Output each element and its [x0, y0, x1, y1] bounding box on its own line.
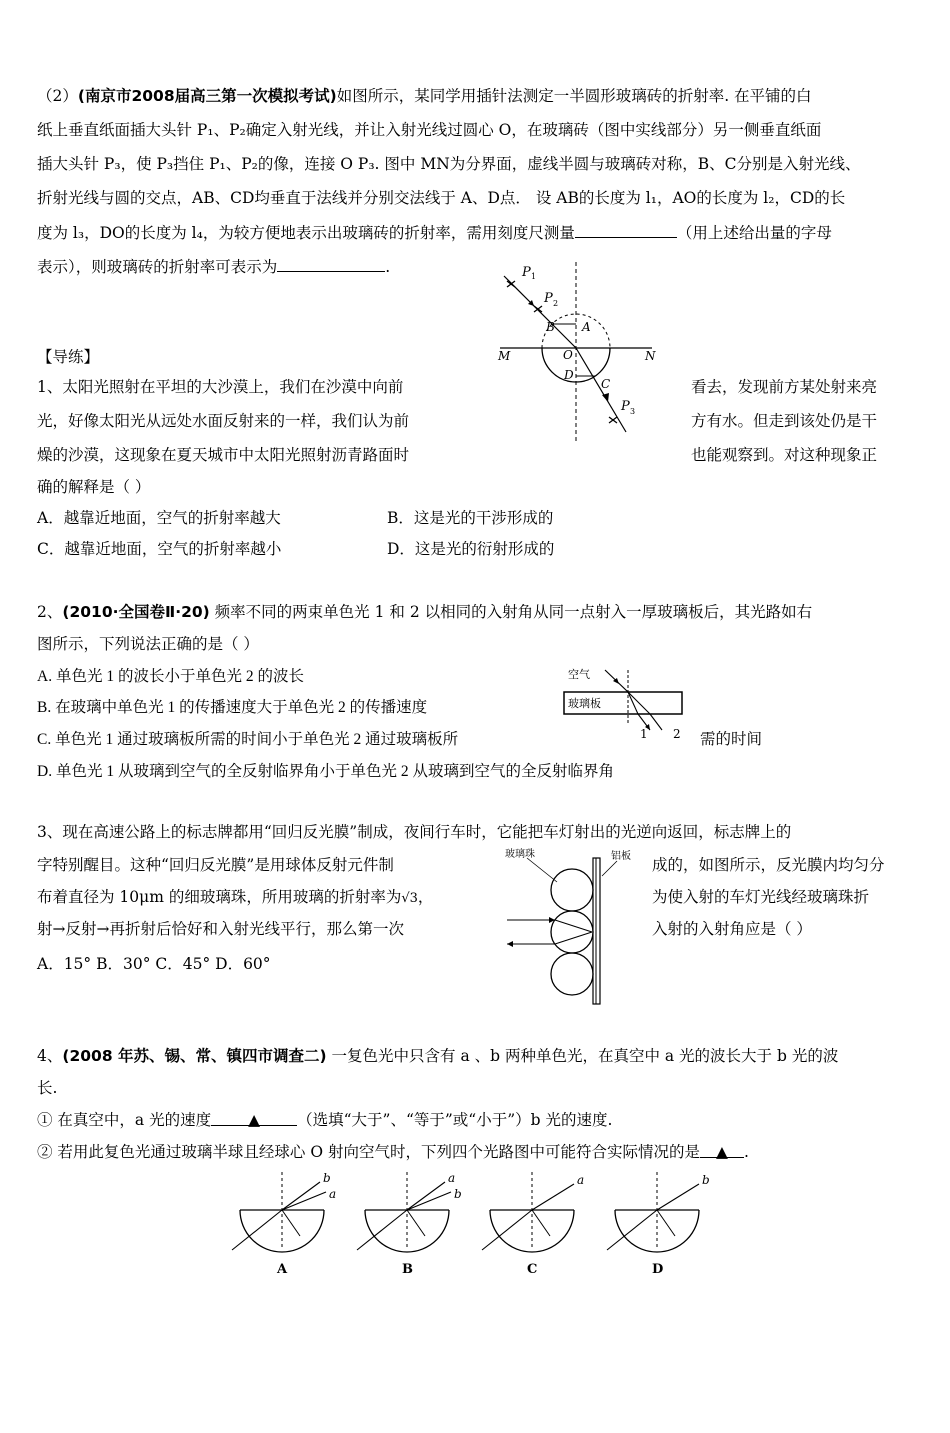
- plate-pointer: [602, 861, 617, 876]
- ray-label-b: b: [323, 1171, 331, 1185]
- pin-method-figure: [490, 262, 670, 447]
- q3-line-3c: 为使入射的车灯光线经玻璃珠折: [652, 888, 870, 906]
- label-p3-sub: 3: [630, 407, 636, 416]
- option-label-c: C: [527, 1262, 538, 1277]
- refract-ray-1: [555, 920, 592, 932]
- q4-sub-1: ① 在真空中，a 光的速度 ▲ （选填“大于”、“等于”或“小于”）b 光的速度.: [37, 1111, 613, 1129]
- q3-options[interactable]: A．15° B．30° C．45° D．60°: [37, 955, 271, 973]
- q2-option-d[interactable]: D. 单色光 1 从玻璃到空气的全反射临界角小于单色光 2 从玻璃到空气的全反射临界角: [37, 763, 614, 780]
- ray-2-glass: [628, 692, 650, 714]
- answer-blank-diagram[interactable]: ▲: [700, 1141, 744, 1158]
- answer-blank-speed[interactable]: ▲: [211, 1109, 297, 1126]
- label-b: B: [546, 320, 555, 334]
- q1-line-3a: 燥的沙漠，这现象在夏天城市中太阳光照射沥青路面时: [37, 446, 410, 464]
- q1-line-2b: 方有水。但走到该处仍是干: [691, 412, 878, 430]
- label-p1-sub: 1: [531, 272, 537, 281]
- refracted-ray-b: [282, 1182, 320, 1210]
- ray-label-a: a: [329, 1187, 337, 1201]
- return-arrow: [507, 941, 513, 947]
- q3-line-2a: 字特别醒目。这种“回归反光膜”是用球体反射元件制: [37, 856, 394, 874]
- hemisphere-options-figure: [230, 1170, 730, 1280]
- q4-line-2: 长.: [37, 1079, 58, 1097]
- glass-bead-figure: [505, 846, 635, 1006]
- refract-ray-2: [555, 932, 592, 944]
- q2-intro-line-3: 插大头针 P₃，使 P₃挡住 P₁、P₂的像，连接 O P₃. 图中 MN为分界面，虚线半圆与玻璃砖对称，B、C分别是入射光线、: [37, 155, 861, 173]
- q4-sub-2: ② 若用此复色光通过玻璃半球且经球心 O 射向空气时，下列四个光路图中可能符合实际情况的是 ▲ .: [37, 1143, 749, 1161]
- refracted-ray-b: [407, 1192, 451, 1210]
- q4-line-1: 4、(2008 年苏、锡、常、镇四市调查二) 一复色光中只含有 a 、b 两种单色光，在真空中 a 光的波长大于 b 光的波: [37, 1047, 839, 1065]
- label-p3: P: [621, 399, 630, 414]
- option-label-a: A: [277, 1262, 288, 1277]
- q2-option-c[interactable]: C. 单色光 1 通过玻璃板所需的时间小于单色光 2 通过玻璃板所: [37, 731, 459, 748]
- pin-marks: [507, 281, 617, 423]
- ray-1-glass: [628, 692, 638, 714]
- q3-line-2b: 成的，如图所示，反光膜内均匀分: [652, 856, 885, 874]
- q1-line-3b: 也能观察到。对这种现象正: [691, 446, 878, 464]
- ray-label-b: b: [454, 1187, 462, 1201]
- ray-label-a: a: [577, 1173, 585, 1187]
- q1-option-c[interactable]: C．越靠近地面，空气的折射率越小: [37, 540, 282, 558]
- section-heading: 【导练】: [37, 348, 100, 366]
- q3-line-1: 3、现在高速公路上的标志牌都用“回归反光膜”制成，夜间行车时，它能把车灯射出的光逆向返回，标志牌上的: [37, 823, 792, 841]
- q2-intro-line-4: 折射光线与圆的交点，AB、CD均垂直于法线并分别交法线于 A、D点． 设 AB的长度为 l₁，AO的长度为 l₂，CD的长: [37, 189, 846, 207]
- label-o: O: [563, 348, 573, 362]
- option-label-d: D: [652, 1262, 664, 1277]
- q2-intro-line-1: （2）(南京市2008届高三第一次模拟考试)如图所示，某同学用插针法测定一半圆形玻璃砖的折射率. 在平铺的白: [37, 87, 812, 105]
- q3-line-4a: 射→反射→再折射后恰好和入射光线平行，那么第一次: [37, 920, 404, 938]
- q2-option-c-tail: 需的时间: [700, 731, 763, 748]
- label-d: D: [564, 368, 574, 382]
- label-a: A: [582, 320, 591, 334]
- ray-label-b: b: [702, 1173, 710, 1187]
- answer-blank-measure[interactable]: [575, 221, 677, 238]
- refracted-ray-a: [407, 1182, 445, 1210]
- q2-intro-line-5: 度为 l₃，DO的长度为 l₄，为较方便地表示出玻璃砖的折射率，需用刻度尺测量 （用上述给出量的字母: [37, 221, 832, 244]
- q2-intro-line-6: 表示），则玻璃砖的折射率可表示为 .: [37, 255, 390, 278]
- ray-label-a: a: [448, 1171, 456, 1185]
- ray-2-out: [650, 714, 662, 730]
- q2-option-b[interactable]: B. 在玻璃中单色光 1 的传播速度大于单色光 2 的传播速度: [37, 699, 428, 716]
- bead-2: [551, 911, 593, 953]
- label-2: 2: [673, 727, 681, 741]
- q1-option-d[interactable]: D．这是光的衍射形成的: [387, 540, 555, 558]
- label-m: M: [498, 349, 511, 363]
- glass-plate-figure: [560, 662, 695, 744]
- bead-1: [551, 869, 593, 911]
- sqrt3: √3: [401, 891, 418, 906]
- q2-intro-line-2: 纸上垂直纸面插大头针 P₁、P₂确定入射光线，并让入射光线过圆心 O，在玻璃砖（图中实线部分）另一侧垂直纸面: [37, 121, 822, 139]
- label-p1: P: [522, 265, 531, 280]
- q1-option-a[interactable]: A．越靠近地面，空气的折射率越大: [37, 509, 281, 527]
- label-glass: 玻璃板: [568, 697, 601, 710]
- reflected-ray: [282, 1210, 300, 1236]
- bead-pointer: [527, 858, 557, 882]
- label-plate: 铝板: [611, 851, 631, 862]
- label-1: 1: [640, 727, 648, 741]
- q3-line-4b: 入射的入射角应是（ ）: [652, 920, 812, 938]
- label-c: C: [601, 377, 611, 391]
- q2-line-1: 2、(2010·全国卷Ⅱ·20) 频率不同的两束单色光 1 和 2 以相同的入射角从同一点射入一厚玻璃板后，其光路如右: [37, 603, 813, 621]
- label-p2-sub: 2: [553, 299, 559, 308]
- answer-blank-index[interactable]: [277, 255, 385, 272]
- refracted-ray-a: [282, 1192, 326, 1210]
- q1-line-1a: 1、太阳光照射在平坦的大沙漠上，我们在沙漠中向前: [37, 378, 404, 396]
- q1-line-4: 确的解释是（ ）: [37, 478, 151, 496]
- bead-3: [551, 953, 593, 995]
- q2-line-2: 图所示，下列说法正确的是（ ）: [37, 635, 259, 653]
- reflected-ray: [407, 1210, 425, 1236]
- refracted-ray-b: [657, 1184, 699, 1210]
- reflected-ray: [657, 1210, 675, 1236]
- q1-option-b[interactable]: B．这是光的干涉形成的: [387, 509, 554, 527]
- option-label-b: B: [402, 1262, 413, 1277]
- label-n: N: [645, 349, 656, 363]
- reflected-ray: [532, 1210, 550, 1236]
- q1-line-2a: 光，好像太阳光从远处水面反射来的一样，我们认为前: [37, 412, 410, 430]
- refracted-ray-a: [532, 1184, 574, 1210]
- label-air: 空气: [568, 668, 590, 681]
- label-bead: 玻璃珠: [505, 849, 535, 860]
- q2-option-a[interactable]: A. 单色光 1 的波长小于单色光 2 的波长: [37, 668, 304, 685]
- q1-line-1b: 看去，发现前方某处射来亮: [691, 378, 878, 396]
- label-p2: P: [544, 291, 553, 306]
- q3-line-3a: 布着直径为 10μm 的细玻璃珠，所用玻璃的折射率为√3，: [37, 888, 434, 906]
